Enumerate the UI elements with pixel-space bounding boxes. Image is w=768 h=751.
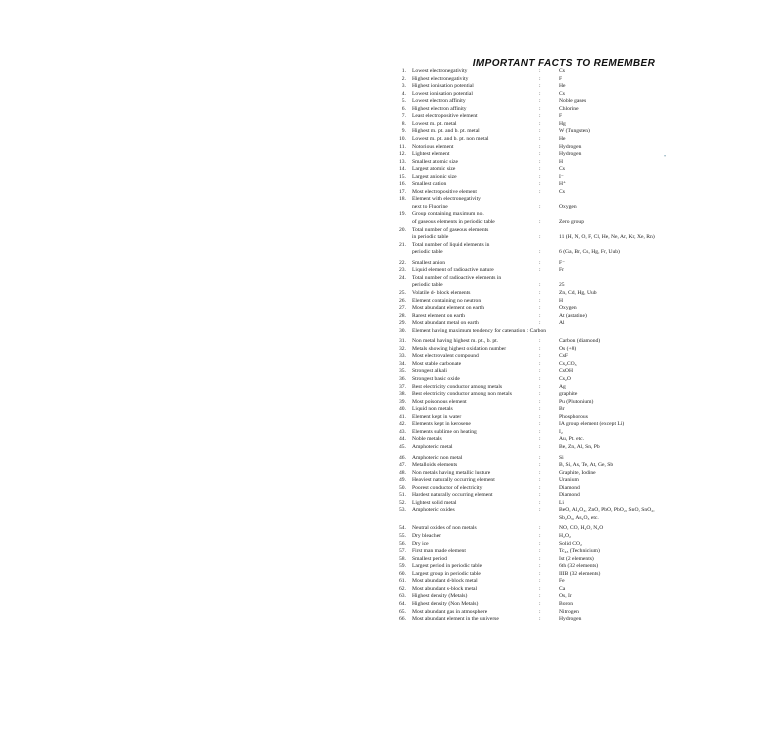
- fact-separator: :: [539, 593, 541, 600]
- fact-answer: B, Si, As, Te, At, Ge, Sb: [559, 462, 614, 469]
- fact-question: Poorest conductor of electricity: [412, 484, 483, 491]
- fact-question: Heaviest naturally occurring element: [412, 477, 495, 484]
- fact-separator: :: [539, 383, 541, 390]
- fact-answer: Zn, Cd, Hg, Uub: [559, 289, 597, 296]
- fact-answer: H⁺: [559, 181, 566, 188]
- fact-question: Lowest electronegativity: [412, 68, 468, 74]
- fact-number: 18.: [399, 196, 406, 203]
- fact-separator: :: [539, 219, 541, 225]
- fact-answer: H₂O₂: [559, 533, 571, 539]
- fact-separator: :: [539, 421, 541, 428]
- fact-answer: Ist (2 elements): [559, 555, 594, 562]
- fact-number: 28.: [399, 312, 406, 319]
- fact-number: 43.: [399, 428, 406, 435]
- fact-answer: Br: [559, 406, 565, 413]
- fact-separator: :: [539, 128, 541, 135]
- fact-question: Most abundant metal on earth: [412, 320, 479, 327]
- fact-answer: Li: [559, 499, 564, 506]
- fact-separator: :: [539, 166, 541, 173]
- fact-separator: :: [539, 469, 541, 476]
- fact-number: 19.: [399, 211, 406, 218]
- fact-number: 7.: [401, 113, 406, 120]
- fact-number: 1.: [401, 68, 406, 74]
- fact-number: 27.: [399, 305, 406, 312]
- fact-separator: :: [539, 83, 541, 90]
- fact-question: Non metal having highest m. pt., b. pt.: [412, 338, 499, 345]
- stray-mark: •: [664, 154, 667, 160]
- fact-separator: :: [539, 68, 541, 74]
- fact-number: 59.: [399, 563, 406, 570]
- fact-number: 41.: [399, 413, 406, 420]
- fact-question: periodic table: [412, 282, 443, 289]
- fact-number: 63.: [399, 593, 406, 600]
- fact-answer: IA group element (except Li): [559, 421, 625, 428]
- fact-question: Lowest ionisation potential: [412, 90, 473, 97]
- fact-answer: Phosphorous: [559, 413, 588, 420]
- fact-answer: Ag: [559, 383, 566, 390]
- fact-question: Most abundant s-block metal: [412, 585, 478, 592]
- fact-answer: At (astatine): [559, 312, 587, 319]
- fact-number: 47.: [399, 462, 406, 469]
- fact-number: 42.: [399, 421, 406, 428]
- fact-answer: Os, Ir: [559, 593, 572, 600]
- fact-question: Largest group in periodic table: [412, 570, 481, 577]
- fact-answer: Cs: [559, 166, 565, 173]
- fact-separator: :: [539, 120, 541, 127]
- fact-answer: IIIB (32 elements): [559, 570, 601, 577]
- fact-answer: Hydrogen: [559, 616, 582, 623]
- fact-separator: :: [539, 113, 541, 120]
- fact-question: Element kept in water: [412, 413, 462, 420]
- fact-question: Smallest period: [412, 555, 447, 562]
- fact-answer: Cs₂O: [559, 376, 571, 382]
- fact-number: 26.: [399, 297, 406, 304]
- fact-question: Least electropositive element: [412, 113, 478, 120]
- fact-separator: :: [539, 443, 541, 450]
- fact-question: Volatile d- block elements: [412, 289, 471, 296]
- fact-question: Dry bleacher: [412, 533, 442, 539]
- fact-answer: W (Tungsten): [559, 128, 590, 135]
- fact-answer: Pu (Plutonium): [559, 398, 594, 405]
- fact-separator: :: [539, 360, 541, 367]
- fact-separator: :: [539, 492, 541, 499]
- fact-number: 50.: [399, 484, 406, 491]
- fact-separator: :: [539, 353, 541, 360]
- fact-answer: CsF: [559, 353, 569, 360]
- fact-answer: Cs₂CO₃: [559, 360, 577, 367]
- fact-separator: :: [539, 173, 541, 180]
- fact-question: Liquid element of radioactive nature: [412, 267, 494, 274]
- fact-number: 10.: [399, 135, 406, 142]
- fact-question: Amphoteric oxides: [412, 507, 455, 514]
- fact-separator: :: [539, 436, 541, 443]
- fact-separator: :: [539, 616, 541, 623]
- fact-separator: :: [539, 548, 541, 555]
- fact-separator: :: [539, 540, 541, 547]
- fact-number: 58.: [399, 555, 406, 562]
- fact-answer: Diamond: [559, 484, 580, 491]
- fact-separator: :: [539, 98, 541, 105]
- fact-question: Most stable carbonate: [412, 360, 462, 367]
- fact-question: Metalloids elements: [412, 462, 458, 469]
- fact-number: 9.: [401, 128, 406, 135]
- fact-number: 60.: [399, 570, 406, 577]
- fact-question: Highest electron affinity: [412, 105, 467, 112]
- fact-separator: :: [539, 398, 541, 405]
- fact-separator: :: [539, 484, 541, 491]
- fact-question: Smallest anion: [412, 259, 446, 266]
- fact-number: 6.: [401, 105, 406, 112]
- fact-question: Elements sublime on heating: [412, 428, 477, 435]
- fact-question: Notorious element: [412, 143, 454, 150]
- fact-question: First man made element: [412, 548, 466, 555]
- fact-answer: I₂: [559, 428, 563, 435]
- fact-separator: :: [539, 533, 541, 539]
- fact-separator: :: [539, 563, 541, 570]
- fact-question: periodic table: [412, 249, 443, 256]
- fact-number: 37.: [399, 383, 406, 390]
- fact-separator: :: [539, 135, 541, 142]
- fact-question: Most electrovalent compound: [412, 353, 479, 360]
- fact-separator: :: [539, 585, 541, 592]
- fact-number: 39.: [399, 398, 406, 405]
- fact-separator: :: [539, 105, 541, 112]
- fact-number: 29.: [399, 320, 406, 327]
- fact-separator: :: [539, 454, 541, 461]
- fact-separator: :: [539, 600, 541, 607]
- fact-question: Dry ice: [412, 540, 429, 547]
- fact-separator: :: [539, 249, 541, 256]
- fact-number: 64.: [399, 600, 406, 607]
- fact-question: Best electricity conductor among metals: [412, 383, 503, 390]
- fact-separator: :: [539, 525, 541, 532]
- fact-question: Group containing maximum no.: [412, 211, 484, 218]
- fact-separator: :: [539, 555, 541, 562]
- fact-number: 46.: [399, 454, 406, 461]
- fact-number: 54.: [399, 525, 406, 532]
- fact-question: Elements kept in kerosene: [412, 421, 471, 428]
- fact-number: 4.: [401, 90, 406, 97]
- fact-answer: Zero group: [559, 219, 585, 225]
- fact-question: Most abundant d-block metal: [412, 578, 478, 585]
- fact-number: 62.: [399, 585, 406, 592]
- fact-question: Largest atomic size: [412, 166, 456, 173]
- fact-number: 32.: [399, 345, 406, 352]
- fact-answer: I⁻: [559, 173, 564, 180]
- fact-separator: :: [539, 428, 541, 435]
- fact-answer: Si: [559, 454, 564, 461]
- fact-number: 17.: [399, 188, 406, 195]
- fact-question: Most abundant gas in atmosphere: [412, 608, 488, 615]
- fact-number: 33.: [399, 353, 406, 360]
- fact-separator: :: [539, 320, 541, 327]
- fact-separator: :: [539, 578, 541, 585]
- fact-answer: NO, CO, H₂O, N₂O: [559, 525, 604, 532]
- fact-question: Noble metals: [412, 436, 442, 443]
- fact-separator: :: [539, 90, 541, 97]
- fact-question: Highest density (Metals): [412, 593, 468, 600]
- fact-separator: :: [539, 305, 541, 312]
- fact-number: 14.: [399, 166, 406, 173]
- fact-question: Element having maximum tendency for catenation : Carbon: [412, 327, 547, 334]
- fact-number: 57.: [399, 548, 406, 555]
- fact-separator: :: [539, 143, 541, 150]
- fact-answer: Noble gases: [559, 98, 587, 105]
- fact-number: 40.: [399, 406, 406, 413]
- fact-question: Most abundant element in the universe: [412, 616, 499, 623]
- fact-answer: CsOH: [559, 368, 573, 375]
- fact-separator: :: [539, 391, 541, 398]
- fact-number: 12.: [399, 151, 406, 158]
- fact-answer: Cs: [559, 90, 565, 97]
- fact-number: 22.: [399, 259, 406, 266]
- fact-number: 8.: [401, 120, 406, 127]
- fact-answer: Diamond: [559, 492, 580, 499]
- fact-number: 51.: [399, 492, 406, 499]
- fact-number: 44.: [399, 436, 406, 443]
- fact-separator: :: [539, 477, 541, 484]
- fact-separator: :: [539, 499, 541, 506]
- fact-number: 11.: [399, 143, 406, 150]
- fact-answer: Uranium: [559, 477, 579, 484]
- fact-question: Lowest electron affinity: [412, 98, 466, 105]
- fact-number: 36.: [399, 376, 406, 382]
- fact-separator: :: [539, 338, 541, 345]
- fact-question: Lightest element: [412, 151, 450, 158]
- fact-question: Most electropositive element: [412, 188, 477, 195]
- fact-number: 16.: [399, 181, 406, 188]
- fact-number: 3.: [401, 83, 406, 90]
- fact-number: 66.: [399, 616, 406, 623]
- fact-separator: :: [539, 151, 541, 158]
- fact-separator: :: [539, 570, 541, 577]
- fact-number: 20.: [399, 226, 406, 233]
- fact-answer: 6 (Ga, Br, Cs, Hg, Fr, Uub): [559, 249, 620, 256]
- fact-answer: Cs: [559, 188, 565, 195]
- fact-question: Element with electronegativity: [412, 196, 481, 203]
- fact-separator: :: [539, 376, 541, 382]
- fact-question: Smallest atomic size: [412, 158, 458, 165]
- fact-question: Most abundant element on earth: [412, 305, 485, 312]
- fact-answer: Be, Zn, Al, Sn, Pb: [559, 443, 600, 450]
- fact-question: Lightest solid metal: [412, 499, 457, 506]
- fact-number: 5.: [401, 98, 406, 105]
- fact-number: 15.: [399, 173, 406, 180]
- fact-number: 25.: [399, 289, 406, 296]
- fact-separator: :: [539, 158, 541, 165]
- fact-number: 48.: [399, 469, 406, 476]
- fact-separator: :: [539, 312, 541, 319]
- fact-question: Smallest cation: [412, 181, 447, 188]
- fact-answer: BeO, Al₂O₃, ZnO, PbO, PbO₂, SnO, SnO₂,: [559, 507, 655, 514]
- fact-question: Metals showing highest oxidation number: [412, 345, 507, 352]
- fact-question: Amphoteric metal: [412, 443, 453, 450]
- fact-question: Lowest m. pt. metal: [412, 120, 457, 127]
- fact-separator: :: [539, 259, 541, 266]
- fact-question: Element containing no neutron: [412, 297, 482, 304]
- fact-question: Neutral oxides of non metals: [412, 525, 477, 532]
- fact-question: Strongest basic oxide: [412, 376, 460, 382]
- fact-separator: :: [539, 507, 541, 514]
- fact-number: 34.: [399, 360, 406, 367]
- fact-number: 31.: [399, 338, 406, 345]
- fact-answer: Carbon (diamond): [559, 338, 601, 345]
- fact-answer: graphite: [559, 391, 578, 398]
- fact-answer: H: [559, 297, 564, 304]
- fact-answer: Oxygen: [559, 305, 577, 312]
- fact-question: Liquid non metals: [412, 406, 453, 413]
- fact-separator: :: [539, 289, 541, 296]
- fact-number: 2.: [401, 75, 406, 82]
- fact-answer: Ca: [559, 585, 566, 592]
- fact-number: 49.: [399, 477, 406, 484]
- fact-question: Highest electronegativity: [412, 75, 469, 82]
- fact-number: 65.: [399, 608, 406, 615]
- fact-answer: Boron: [559, 600, 573, 607]
- fact-answer: Hydrogen: [559, 143, 582, 150]
- fact-question: Strongest alkali: [412, 368, 447, 375]
- fact-question: Non metals having metallic lusture: [412, 469, 491, 476]
- fact-answer: He: [559, 135, 566, 142]
- fact-question: Lowest m. pt. and b. pt. non metal: [412, 135, 489, 142]
- fact-question: Most poisonous element: [412, 398, 467, 405]
- fact-number: 23.: [399, 267, 406, 274]
- fact-number: 30.: [399, 327, 406, 334]
- fact-question: Total number of gaseous elements: [412, 226, 489, 233]
- fact-number: 35.: [399, 368, 406, 375]
- fact-question: Amphoteric non metal: [412, 454, 463, 461]
- fact-question: Rarest element on earth: [412, 312, 465, 319]
- fact-answer: Chlorine: [559, 105, 579, 112]
- fact-answer: Au, Pt. etc.: [559, 436, 585, 443]
- fact-number: 61.: [399, 578, 406, 585]
- fact-question: Hardest naturally occurring element: [412, 492, 493, 499]
- fact-separator: :: [539, 406, 541, 413]
- fact-separator: :: [539, 75, 541, 82]
- fact-separator: :: [539, 297, 541, 304]
- fact-separator: :: [539, 462, 541, 469]
- fact-answer: 6th (32 elements): [559, 563, 599, 570]
- fact-answer: Oxygen: [559, 203, 577, 210]
- fact-number: 21.: [399, 241, 406, 248]
- fact-number: 38.: [399, 391, 406, 398]
- fact-answer: H: [559, 158, 564, 165]
- fact-number: 45.: [399, 443, 406, 450]
- fact-answer: Tc₄₃ (Technicium): [559, 548, 600, 555]
- fact-answer: Cs: [559, 68, 565, 74]
- fact-separator: :: [539, 203, 541, 210]
- fact-number: 55.: [399, 533, 406, 539]
- fact-number: 53.: [399, 507, 406, 514]
- fact-number: 13.: [399, 158, 406, 165]
- fact-answer: Os (+8): [559, 345, 577, 352]
- fact-answer: Graphite, Iodine: [559, 469, 596, 476]
- fact-answer: F⁻: [559, 259, 566, 266]
- fact-answer: Fe: [559, 578, 565, 585]
- fact-separator: :: [539, 608, 541, 615]
- fact-answer: 11 (H, N, O, F, Cl, He, Ne, Ar, Kr, Xe, Rn): [559, 234, 655, 241]
- fact-number: 52.: [399, 499, 406, 506]
- fact-answer: Fr: [559, 267, 564, 274]
- fact-answer: F: [559, 75, 563, 82]
- fact-answer: 25: [559, 282, 565, 289]
- fact-number: 56.: [399, 540, 406, 547]
- fact-question: next to Fluorine: [412, 203, 448, 210]
- fact-question: Largest anionic size: [412, 173, 457, 180]
- fact-question: of gaseous elements in periodic table: [412, 219, 495, 225]
- fact-separator: :: [539, 413, 541, 420]
- fact-separator: :: [539, 345, 541, 352]
- fact-separator: :: [539, 188, 541, 195]
- fact-question: Total number of radioactive elements in: [412, 274, 502, 281]
- fact-number: 24.: [399, 274, 406, 281]
- fact-question: in periodic table: [412, 234, 449, 241]
- fact-answer: Hg: [559, 120, 566, 127]
- fact-separator: :: [539, 267, 541, 274]
- fact-answer: He: [559, 83, 566, 90]
- fact-answer: Al: [559, 320, 565, 327]
- fact-question: Largest period in periodic table: [412, 563, 483, 570]
- fact-question: Highest m. pt. and b. pt. metal: [412, 128, 480, 135]
- fact-answer: Sb₂O₃, As₂O₃ etc.: [559, 514, 599, 521]
- fact-question: Highest ionisation potential: [412, 83, 474, 90]
- page-title: IMPORTANT FACTS TO REMEMBER: [472, 58, 656, 69]
- fact-separator: :: [539, 234, 541, 241]
- fact-answer: Hydrogen: [559, 151, 582, 158]
- fact-question: Total number of liquid elements in: [412, 241, 490, 248]
- fact-answer: F: [559, 113, 563, 120]
- fact-answer: Solid CO₂: [559, 540, 582, 547]
- fact-separator: :: [539, 282, 541, 289]
- fact-separator: :: [539, 181, 541, 188]
- fact-question: Best electricity conductor among non metals: [412, 391, 512, 398]
- fact-answer: Nitrogen: [559, 608, 579, 615]
- fact-question: Highest density (Non Metals): [412, 600, 479, 607]
- fact-separator: :: [539, 368, 541, 375]
